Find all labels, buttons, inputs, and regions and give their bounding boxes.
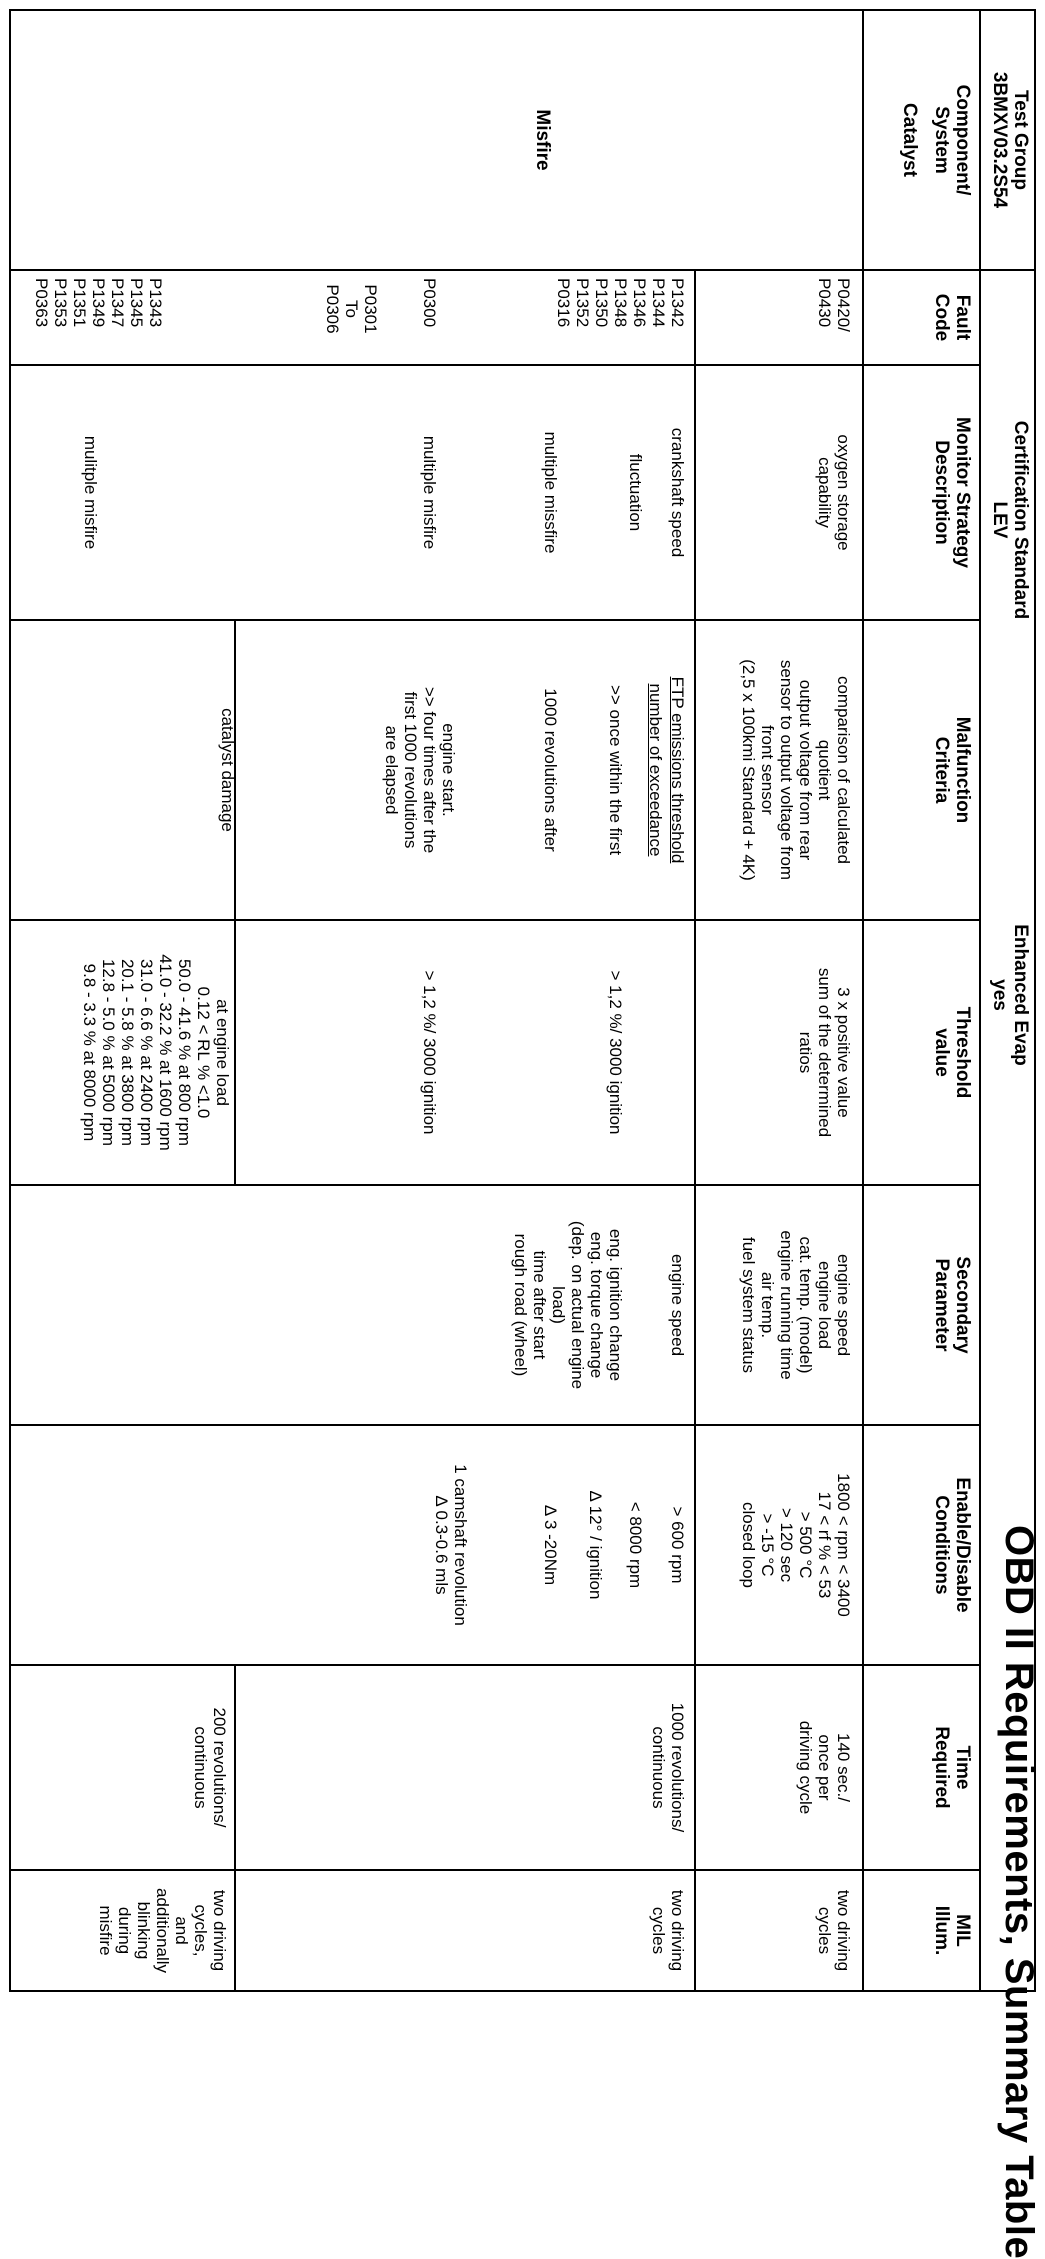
misfire-monitor-5: mulitple misfire — [81, 435, 100, 550]
misfire-fault-codes-d: P1343 P1345 P1347 P1349 P1351 P1353 P0363 — [32, 278, 165, 328]
misfire-threshold-1: > 1,2 %/ 3000 ignition — [606, 970, 625, 1135]
misfire-enable-1: > 600 rpm — [668, 1506, 687, 1584]
column-header-threshold: Threshold value — [931, 1006, 973, 1099]
misfire-criteria-4: 1000 revolutions after — [541, 688, 560, 852]
column-header-time: Time Required — [931, 1726, 973, 1809]
misfire-threshold-3: at engine load 0.12 < RL % <1.0 50.0 - 41.6 % at 800 rpm 41.0 - 32.2 % at 1600 rpm 31.0 - 6.6 % at 2400 rpm 20.1 - 5.8 % at 3800 rpm 12.8 - 5.0 % at 5000 rpm 9.8 - 3.3 % at 8000 rpm — [80, 954, 232, 1151]
catalyst-monitor: oxygen storage capability — [815, 434, 853, 551]
test-group-header: Test Group 3BMXV03.2S54 — [989, 71, 1031, 209]
misfire-enable-3: Δ 12° / ignition — [586, 1490, 605, 1600]
catalyst-threshold: 3 x positive value sum of the determined ratios — [796, 967, 853, 1138]
misfire-monitor-1: crankshaft speed — [668, 427, 687, 558]
page-title: OBD II Requirements, Summary Table — [997, 1525, 1041, 2259]
misfire-fault-codes-b: P0300 — [420, 278, 439, 328]
catalyst-time: 140 sec./ once per driving cycle — [796, 1720, 853, 1815]
misfire-criteria-3: >> once within the first — [606, 684, 625, 856]
catalyst-enable: 1800 < rpm < 3400 17 < rf % < 53 > 500 °C > 120 sec > -15 °C closed loop — [739, 1473, 853, 1617]
column-header-secondary: Secondary Parameter — [931, 1256, 973, 1354]
misfire-criteria-1: FTP emissions threshold — [668, 676, 687, 864]
column-header-malfunction: Malfunction Criteria — [931, 716, 973, 824]
catalyst-fault-codes: P0420/ P0430 — [815, 278, 853, 332]
misfire-secondary-1: engine speed — [668, 1253, 687, 1357]
misfire-enable-2: < 8000 rpm — [626, 1501, 645, 1589]
misfire-monitor-4: multiple misfire — [420, 435, 439, 550]
misfire-threshold-2: > 1,2 %/ 3000 ignition — [420, 970, 439, 1135]
catalyst-component: Catalyst — [899, 103, 920, 177]
column-header-component: Component/ System — [931, 84, 973, 196]
misfire-mil-2: two driving cycles, and additionally blinking during misfire — [96, 1887, 229, 1974]
enhanced-evap-header: Enhanced Evap yes — [989, 924, 1031, 1066]
catalyst-criteria: comparison of calculated quotient output voltage from rear sensor to output voltage from front sensor (2,5 x 100kmi Standard + 4K) — [739, 659, 853, 881]
misfire-component: Misfire — [532, 109, 553, 171]
misfire-fault-codes-a: P1342 P1344 P1346 P1348 P1350 P1352 P0316 — [554, 278, 687, 328]
column-header-mil: MIL Illum. — [931, 1905, 973, 1956]
misfire-time-1: 1000 revolutions/ continuous — [649, 1702, 687, 1833]
misfire-secondary-2: eng. ignition change eng. torque change (dep. on actual engine load) time after start rough road (wheel) — [511, 1220, 625, 1390]
misfire-criteria-5: engine start. >> four times after the first 1000 revolutions are elapsed — [382, 686, 458, 854]
catalyst-secondary: engine speed engine load cat. temp. (model) engine running time air temp. fuel system status — [739, 1230, 853, 1380]
misfire-monitor-2: fluctuation — [626, 453, 645, 532]
misfire-criteria-6: catalyst damage — [218, 708, 237, 832]
certification-header: Certification Standard LEV — [989, 420, 1031, 620]
column-header-monitor: Monitor Strategy Description — [931, 417, 973, 568]
misfire-enable-5: 1 camshaft revolution Δ 0.3-0.6 mls — [432, 1464, 470, 1626]
column-header-fault-code: Fault Code — [931, 293, 973, 342]
misfire-enable-4: Δ 3 -20Nm — [541, 1504, 560, 1586]
catalyst-mil: two driving cycles — [815, 1889, 853, 1972]
misfire-mil-1: two driving cycles — [649, 1889, 687, 1972]
misfire-fault-codes-c: P0301 To P0306 — [323, 284, 380, 334]
column-header-enable: Enable/Disable Conditions — [931, 1477, 973, 1613]
misfire-monitor-3: multiple missfire — [541, 431, 560, 554]
misfire-time-2: 200 revolutions/ continuous — [191, 1707, 229, 1828]
misfire-criteria-2: number of exceedance — [646, 683, 665, 857]
